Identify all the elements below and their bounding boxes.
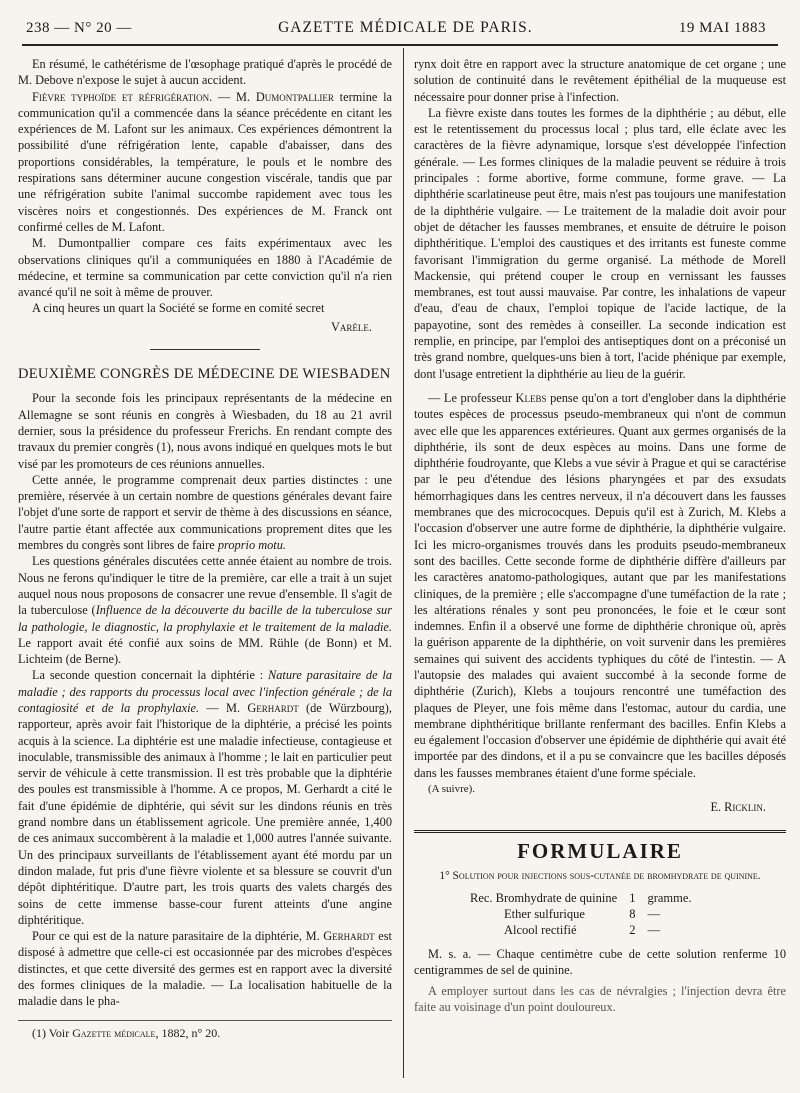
paragraph: A employer surtout dans les cas de névralgies ; l'injection devra être faite au voisinage d'un point douloureux. <box>414 983 786 1014</box>
paragraph: Pour la seconde fois les principaux représentants de la médecine en Allemagne se sont réunis en congrès à Wiesbaden, du 18 au 21 avril dernier, sous la présidence du professeur Frerichs. En rendant compte des travaux du premier congrès (1), nous avons indiqué en quelques mots le but visé par les promoteurs de ces réunions annuelles. <box>18 391 392 471</box>
footnote-text: , 1882, n° 20. <box>155 1025 221 1040</box>
rx-label: Rec. Bromhydrate de quinine <box>470 890 618 905</box>
italic-text: proprio motu. <box>217 538 286 553</box>
paragraph-text: — M. <box>199 700 241 715</box>
header-date: 19 MAI 1883 <box>678 19 766 36</box>
paragraph: rynx doit être en rapport avec la structure anatomique de cet organe ; une solution de continuité dans le revêtement épithélial de la muqueuse est nécessaire pour donner prise à l'infection. <box>414 57 786 104</box>
table-row <box>464 890 698 906</box>
table-row <box>464 906 698 922</box>
paragraph-text: est disposé à admettre que celle-ci est occasionnée par des microbes d'espèces distinctes, et que cette diversité des germes est en rapport avec la diversité des formes cliniques de la maladie. — La localisation habituelle de la maladie dans le pha- <box>18 929 392 1009</box>
person-name: Gerhardt <box>247 700 299 715</box>
rx-qty: 1 <box>629 890 636 905</box>
paragraph <box>414 390 786 781</box>
rx-unit: — <box>647 922 660 937</box>
paragraph-text: Le rapport avait été confié aux soins de MM. Rühle (de Bonn) et M. Lichteim (de Berne). <box>18 635 392 667</box>
subheading: Fièvre typhoïde et réfrigération. <box>32 89 213 104</box>
header-page-number: 238 — N° 20 — <box>26 19 132 36</box>
paragraph <box>18 928 392 1009</box>
footnote-journal: Gazette médicale <box>72 1025 156 1040</box>
paragraph: A cinq heures un quart la Société se forme en comité secret <box>32 301 325 316</box>
prescription-table <box>464 890 698 938</box>
person-name: Dumontpallier <box>255 89 334 104</box>
footnote-text: (1) Voir <box>32 1025 70 1040</box>
paragraph-text: termine la communication qu'il a commencée dans la séance précédente en citant les expériences de M. Lafont sur les animaux. Ces expériences démontrent la possibilité d'une réfrigération lente, capable d'abaisser, dans des proportions considérables, la température, le pouls et le nombre des respirations sans déterminer aucune congestion viscérale, tandis que par une réfrigération subite l'animal succombe rapidement avec tous les viscères noirs et congestionnés. Des expériences de M. Franck ont confirmé celles de M. Lafont. <box>18 89 393 234</box>
rx-qty: 2 <box>629 922 636 937</box>
signature: E. Ricklin. <box>710 800 766 815</box>
paragraph-text: Cette année, le programme comprenait deux parties distinctes : une première, réservée à un certain nombre de questions générales devant faire l'objet d'une sorte de rapport et servir de thème à des discussions en séance, l'autre partie étant affectée aux communications proprement dites que les membres du congrès sont libres de faire <box>18 472 392 553</box>
section-divider <box>150 349 260 350</box>
paragraph <box>18 472 392 553</box>
table-row <box>464 922 698 938</box>
italic-text: Nature parasitaire de la maladie ; des rapports du processus local avec l'infection générale ; de la contagiosité et de la prophylaxie. <box>18 668 392 715</box>
footnote-rule <box>18 1020 392 1021</box>
paragraph-text: Les questions générales discutées cette année étaient au nombre de trois. Nous ne ferons qu'indiquer le titre de la première, car elle a trait à un sujet auquel nous nous proposons de consacrer une revue d'ensemble. Il s'agit de la tuberculose ( <box>18 554 392 618</box>
footnote <box>18 1025 392 1041</box>
column-divider <box>403 48 404 1078</box>
italic-text: Influence de la découverte du bacille de la tuberculose sur la pathologie, le diagnostic, la prophylaxie et le traitement de la maladie. <box>18 603 393 634</box>
section-divider <box>414 830 786 833</box>
paragraph-text: pense qu'on a tort d'englober dans la diphthérie toutes espèces de processus pseudo-membraneux qui n'ont de commun avec elle que les apparences extérieures. Quant aux germes organisés de la diphthérie, ils sont de deux espèces au moins. Dans une forme de diphthérie foudroyante, que Klebs a vue sévir à Prague et qui se caractérise par le peu d'étendue des lésions pharyngées et par des exsudats hémorrhagiques dans les centres nerveux, il n'a découvert dans les fausses membranes que des micrococques. Depuis qu'il est à Zurich, M. Klebs a l'occasion d'observer une autre forme de diphthérie, la diphthérie vulgaire. Ici les micro-organismes trouvés dans les produits pseudo-membraneux sont des bacilles. Cette seconde forme de diphthérie diffère d'ailleurs par les caractères anatomo-pathologiques, autant que par les manifestations cliniques, de la première ; elle s'accompagne d'une tuméfaction de la rate ; les altérations rénales y sont peu prononcées, le foie et le cœur sont indemnes. Enfin il a observé une forme de diphthérie chronique où, après la guérison apparente de la diphthérie, on voit survenir dans les premières semaines qui suivent des accidents typhiques du côté de l'intestin. — A l'autopsie des malades qui avaient succombé à la seconde forme de diphthérie (Zurich), Klebs a toujours rencontré une tuméfaction des plaques de Pleyer, une fois même dans l'estomac, autour du cardia, une membrane diphthéritique brillante renfermant des bacilles. Enfin Klebs a eu également l'occasion d'observer une épidémie de diphthérie qui avait été importée par des dindons, et il a pu se convaincre que les bacilles déposés dans les fausses membranes étaient d'une forme spéciale. <box>414 390 786 780</box>
rx-unit: gramme. <box>647 890 692 905</box>
rx-label: Ether sulfurique <box>504 906 585 921</box>
rx-unit: — <box>647 906 660 921</box>
paragraph-text: — Le professeur <box>428 390 512 405</box>
paragraph: Fièvre typhoïde et réfrigération. — M. Dumontpallier termine la communication qu'il a commencée dans la séance précédente en citant les expériences de M. Lafont sur les animaux. Ces expériences démontrent la possibilité d'une réfrigération lente, capable d'abaisser, dans des proportions considérables, la température, le pouls et le nombre des respirations sans déterminer aucune congestion viscérale, tandis que par une réfrigération subite l'animal succombe rapidement avec tous les viscères noirs et congestionnés. Des expériences de M. Franck ont confirmé celles de M. Lafont. <box>18 89 393 234</box>
section-title: DEUXIÈME CONGRÈS DE MÉDECINE DE WIESBADEN <box>18 366 391 383</box>
paragraph <box>18 553 392 667</box>
rx-label: Alcool rectifié <box>504 922 577 937</box>
header-journal-title: GAZETTE MÉDICALE DE PARIS. <box>278 19 533 36</box>
page-header <box>26 14 766 42</box>
person-name: Klebs <box>515 390 547 405</box>
header-rule <box>22 44 778 46</box>
formulaire-subtitle: 1° Solution pour injections sous-cutanée de bromhydrate de quinine. <box>439 869 761 882</box>
paragraph-text: La seconde question concernait la diphtérie : <box>32 668 264 683</box>
paragraph: M. Dumontpallier compare ces faits expérimentaux avec les observations cliniques qu'il a communiquées en 1880 à l'Académie de médecine, et termine sa communication par cette conviction qu'il n'a rien avancé qu'il ne soit à même de prouver. <box>18 236 392 300</box>
paragraph: En résumé, le cathétérisme de l'œsophage pratiqué d'après le procédé de M. Debove n'expose le sujet à aucun accident. <box>18 57 392 88</box>
paragraph <box>18 667 392 928</box>
right-column <box>414 56 786 1015</box>
signature: Varèle. <box>331 319 372 334</box>
rx-qty: 8 <box>629 906 636 921</box>
paragraph: M. s. a. — Chaque centimètre cube de cette solution renferme 10 centigrammes de sel de quinine. <box>414 946 786 978</box>
paragraph-text: (de Würzbourg), rapporteur, après avoir fait l'historique de la diphtérie, a précisé les points acquis à la science. La diphtérie est une maladie infectieuse, contagieuse et inoculable, transmissible des animaux à l'homme ; le lait en particulier peut servir de véhicule à cette transmission. Il est très probable que la diphtérie des poules est transmissible à l'homme. A ce propos, M. Gerhardt a cité le fait d'une épidémie de diphtérie, qui sévit sur les dindons réunis en très grand nombre dans un établissement agricole. Une première année, 1,400 de ces animaux succombèrent à la maladie et 1,000 autres l'année suivante. Un des principaux surveillants de l'établissement ayant été mordu par un dindon malade, fut pris d'une fièvre violente et sa blessure se couvrit d'un dépôt diphtéritique. D'autre part, les trois quarts des valets chargés des soins de cette immense basse-cour furent atteints d'une angine diphtéritique. <box>18 700 392 927</box>
left-column <box>18 56 392 1041</box>
paragraph: La fièvre existe dans toutes les formes de la diphthérie ; au début, elle est le retentissement du processus local ; plus tard, elle éclate avec les caractères de la fièvre adynamique, lorsque s'est développée l'infection générale. — Les formes cliniques de la maladie peuvent se réduire à trois principales : forme abortive, forme commune, forme grave. — La diphthérie scarlatineuse peut être, mais n'est pas toujours une manifestation de la diphthérie vulgaire. — Le traitement de la maladie doit avoir pour objet de détacher les fausses membranes, et ensuite de détruire le poison diphthéritique. L'emploi des caustiques et des irritants est funeste comme favorisant l'immigration du germe organisé. La méthode de Morell Mackensie, qui prétend couper le croup en vernissant les fausses membranes, est tout aussi mauvaise. Par contre, les inhalations de vapeur d'eau, d'eau de chaux, l'emploi topique de l'acide lactique, de la papayotine, sont des remèdes à conseiller. La seconde indication est remplie, en principe, par l'emploi des antiseptiques dont on a préconisé un très grand nombre, quelques-uns bien à tort, l'acide phénique par exemple, dont l'usage entretient la diphthérie au lieu de la guérir. <box>414 105 786 381</box>
person-name: Gerhardt <box>323 929 375 944</box>
paragraph-text: Pour ce qui est de la nature parasitaire de la diphtérie, M. <box>32 929 320 944</box>
formulaire-title: FORMULAIRE <box>517 838 683 863</box>
to-be-continued: (A suivre). <box>428 783 476 796</box>
